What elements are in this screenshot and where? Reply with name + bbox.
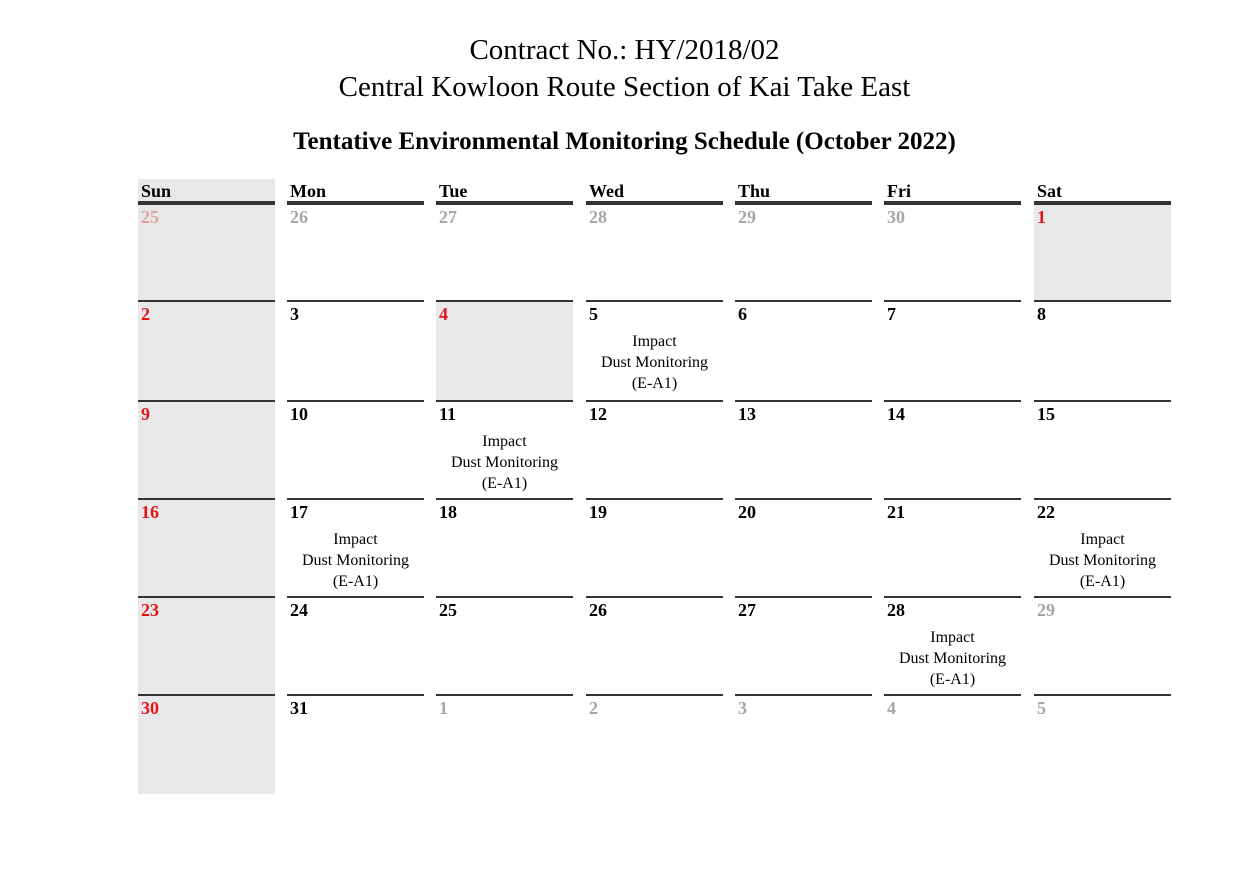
cell-divider	[1034, 300, 1171, 302]
calendar-day-cell	[735, 596, 872, 694]
day-number: 5	[1037, 698, 1046, 718]
calendar-day-cell	[436, 694, 573, 794]
calendar-day-cell	[436, 400, 573, 498]
cell-divider	[287, 596, 424, 598]
calendar-day-cell	[138, 596, 275, 694]
day-number: 20	[738, 502, 756, 522]
event-line: Dust Monitoring	[301, 552, 410, 569]
day-number: 28	[887, 600, 905, 620]
cell-divider	[586, 498, 723, 500]
event-line: Dust Monitoring	[898, 650, 1007, 667]
day-number: 18	[439, 502, 457, 522]
monitoring-event	[586, 331, 723, 394]
calendar-day-cell	[436, 300, 573, 400]
calendar-day-cell	[138, 400, 275, 498]
calendar-day-cell	[735, 694, 872, 794]
calendar-day-cell	[586, 300, 723, 400]
monitoring-event	[884, 627, 1021, 690]
calendar-day-cell	[138, 498, 275, 596]
project-name: Central Kowloon Route Section of Kai Take East	[338, 71, 911, 103]
day-number: 12	[589, 404, 607, 424]
calendar-day-cell	[1034, 498, 1171, 596]
day-number: 2	[589, 698, 598, 718]
day-number: 25	[439, 600, 457, 620]
calendar-day-cell	[884, 400, 1021, 498]
cell-divider	[287, 400, 424, 402]
day-number: 13	[738, 404, 756, 424]
event-line: Impact	[333, 531, 378, 548]
cell-divider	[287, 203, 424, 205]
calendar-day-cell	[884, 596, 1021, 694]
calendar-day-cell	[1034, 400, 1171, 498]
event-line: Dust Monitoring	[600, 354, 709, 371]
day-number: 4	[439, 304, 448, 324]
event-line: (E-A1)	[929, 671, 976, 688]
day-number: 27	[738, 600, 756, 620]
day-header-thu: Thu	[735, 179, 872, 203]
cell-divider	[884, 694, 1021, 696]
cell-divider	[586, 694, 723, 696]
event-line: Impact	[930, 629, 975, 646]
day-number: 2	[141, 304, 150, 324]
contract-number: Contract No.: HY/2018/02	[469, 34, 780, 66]
cell-divider	[735, 400, 872, 402]
calendar-day-cell	[1034, 694, 1171, 794]
day-number: 5	[589, 304, 598, 324]
monitoring-event	[1034, 529, 1171, 592]
cell-divider	[138, 400, 275, 402]
monitoring-event	[436, 431, 573, 494]
event-line: Dust Monitoring	[450, 454, 559, 471]
cell-divider	[436, 203, 573, 205]
monitoring-event	[287, 529, 424, 592]
cell-divider	[287, 498, 424, 500]
cell-divider	[1034, 400, 1171, 402]
day-number: 16	[141, 502, 159, 522]
calendar-day-cell	[287, 300, 424, 400]
calendar-day-cell	[884, 498, 1021, 596]
day-number: 9	[141, 404, 150, 424]
event-line: (E-A1)	[1079, 573, 1126, 590]
cell-divider	[735, 596, 872, 598]
calendar-day-cell	[287, 498, 424, 596]
cell-divider	[735, 694, 872, 696]
calendar-day-cell	[1034, 300, 1171, 400]
cell-divider	[138, 203, 275, 205]
calendar-day-cell	[287, 203, 424, 300]
day-header-wed: Wed	[586, 179, 723, 203]
calendar-day-cell	[287, 694, 424, 794]
calendar-day-cell	[586, 400, 723, 498]
day-number: 17	[290, 502, 308, 522]
cell-divider	[138, 300, 275, 302]
day-number: 14	[887, 404, 905, 424]
calendar-day-cell	[884, 694, 1021, 794]
cell-divider	[436, 300, 573, 302]
event-line: Dust Monitoring	[1048, 552, 1157, 569]
day-number: 30	[141, 698, 159, 718]
day-header-sun: Sun	[138, 179, 275, 203]
event-line: (E-A1)	[332, 573, 379, 590]
day-number: 27	[439, 207, 457, 227]
cell-divider	[735, 498, 872, 500]
day-number: 15	[1037, 404, 1055, 424]
calendar-day-cell	[586, 498, 723, 596]
day-number: 1	[439, 698, 448, 718]
event-line: (E-A1)	[631, 375, 678, 392]
calendar-day-cell	[138, 300, 275, 400]
day-number: 28	[589, 207, 607, 227]
day-number: 22	[1037, 502, 1055, 522]
cell-divider	[436, 596, 573, 598]
cell-divider	[436, 694, 573, 696]
day-number: 26	[589, 600, 607, 620]
cell-divider	[1034, 498, 1171, 500]
day-header-mon: Mon	[287, 179, 424, 203]
cell-divider	[138, 498, 275, 500]
calendar-day-cell	[436, 596, 573, 694]
calendar-day-cell	[884, 203, 1021, 300]
cell-divider	[287, 694, 424, 696]
calendar-day-cell	[436, 203, 573, 300]
cell-divider	[884, 300, 1021, 302]
calendar-day-cell	[138, 694, 275, 794]
cell-divider	[1034, 203, 1171, 205]
cell-divider	[436, 400, 573, 402]
event-line: Impact	[632, 333, 677, 350]
calendar-day-cell	[735, 203, 872, 300]
calendar-day-cell	[436, 498, 573, 596]
day-number: 6	[738, 304, 747, 324]
cell-divider	[735, 203, 872, 205]
day-number: 3	[290, 304, 299, 324]
day-number: 23	[141, 600, 159, 620]
cell-divider	[138, 694, 275, 696]
day-number: 3	[738, 698, 747, 718]
day-number: 1	[1037, 207, 1046, 227]
day-number: 19	[589, 502, 607, 522]
cell-divider	[287, 300, 424, 302]
day-number: 29	[738, 207, 756, 227]
day-number: 26	[290, 207, 308, 227]
day-number: 24	[290, 600, 308, 620]
event-line: (E-A1)	[481, 475, 528, 492]
cell-divider	[586, 596, 723, 598]
day-number: 29	[1037, 600, 1055, 620]
calendar-day-cell	[586, 203, 723, 300]
day-number: 21	[887, 502, 905, 522]
schedule-title: Tentative Environmental Monitoring Schedule (October 2022)	[293, 128, 956, 155]
day-header-sat: Sat	[1034, 179, 1171, 203]
day-header-tue: Tue	[436, 179, 573, 203]
day-header-fri: Fri	[884, 179, 1021, 203]
day-number: 30	[887, 207, 905, 227]
day-number: 25	[141, 207, 159, 227]
calendar-day-cell	[735, 400, 872, 498]
cell-divider	[1034, 596, 1171, 598]
day-number: 31	[290, 698, 308, 718]
event-line: Impact	[1080, 531, 1125, 548]
day-number: 11	[439, 404, 457, 424]
calendar-day-cell	[586, 596, 723, 694]
calendar-day-cell	[586, 694, 723, 794]
cell-divider	[1034, 694, 1171, 696]
calendar-day-cell	[287, 596, 424, 694]
day-number: 10	[290, 404, 308, 424]
calendar-day-cell	[735, 498, 872, 596]
cell-divider	[586, 203, 723, 205]
event-line: Impact	[482, 433, 527, 450]
cell-divider	[884, 498, 1021, 500]
calendar-day-cell	[138, 203, 275, 300]
calendar-day-cell	[287, 400, 424, 498]
cell-divider	[586, 300, 723, 302]
cell-divider	[884, 203, 1021, 205]
cell-divider	[436, 498, 573, 500]
cell-divider	[586, 400, 723, 402]
cell-divider	[735, 300, 872, 302]
cell-divider	[884, 400, 1021, 402]
day-number: 4	[887, 698, 896, 718]
calendar-day-cell	[1034, 596, 1171, 694]
calendar-day-cell	[884, 300, 1021, 400]
cell-divider	[138, 596, 275, 598]
day-number: 7	[887, 304, 896, 324]
cell-divider	[884, 596, 1021, 598]
calendar-day-cell	[735, 300, 872, 400]
calendar-day-cell	[1034, 203, 1171, 300]
day-number: 8	[1037, 304, 1046, 324]
